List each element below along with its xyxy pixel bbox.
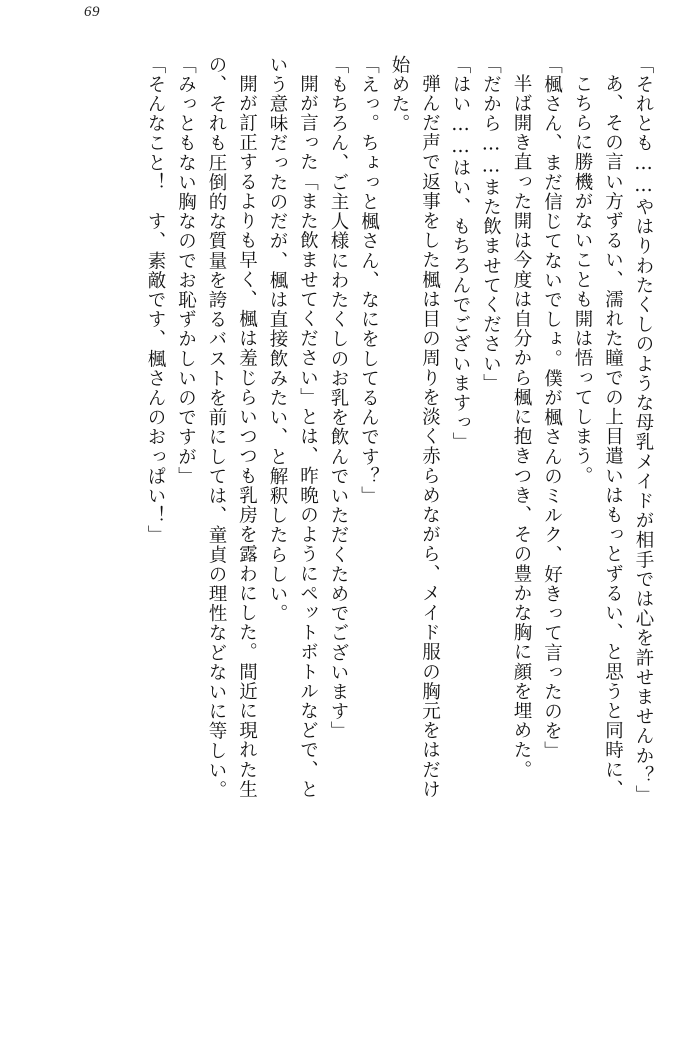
paragraph: 弾んだ声で返事をした楓は目の周りを淡く赤らめながら、メイド服の胸元をはだけ	[419, 74, 441, 800]
paragraph: 「そんなこと！ す、素敵です、楓さんのおっぱい！」	[145, 55, 166, 545]
page-number: 69	[84, 4, 100, 20]
paragraph: 「楓さん、まだ信じてないでしょ。僕が楓さんのミルク、好きって言ったのを」	[541, 55, 563, 761]
paragraph: 「えっ。ちょっと楓さん、なにをしてるんです？」	[358, 55, 380, 506]
paragraph: 半ば開き直った開は今度は自分から楓に抱きつき、その豊かな胸に顔を埋めた。	[511, 74, 532, 780]
paragraph: 「はい……はい、もちろんでございますっ」	[450, 55, 471, 452]
paragraph: 「それとも……やはりわたくしのような母乳メイドが相手では心を許せませんか？」	[633, 55, 654, 805]
paragraph: あ、その言い方ずるい、濡れた瞳での上目遣いはもっとずるい、と思うと同時に、	[602, 74, 624, 800]
paragraph: いう意味だったのだが、楓は直接飲みたい、と解釈したらしい。	[267, 55, 288, 624]
paragraph: こちらに勝機がないことも開は悟ってしまう。	[572, 74, 593, 486]
paragraph: 「もちろん、ご主人様にわたくしのお乳を飲んでいただくためでございます」	[328, 55, 349, 741]
paragraph: の、それも圧倒的な質量を誇るバストを前にしては、童貞の理性などないに等しい。	[206, 55, 227, 800]
paragraph: 始めた。	[389, 55, 410, 134]
paragraph: 開が訂正するよりも早く、楓は羞じらいつつも乳房を露わにした。間近に現れた生	[236, 74, 258, 800]
page-text-body	[38, 55, 658, 1000]
paragraph: 「だから……また飲ませてください」	[480, 55, 502, 394]
paragraph: 開が言った「また飲ませてください」とは、昨晩のようにペットボトルなどで、と	[297, 74, 319, 800]
paragraph: 「みっともない胸なのでお恥ずかしいのですが」	[175, 55, 197, 487]
